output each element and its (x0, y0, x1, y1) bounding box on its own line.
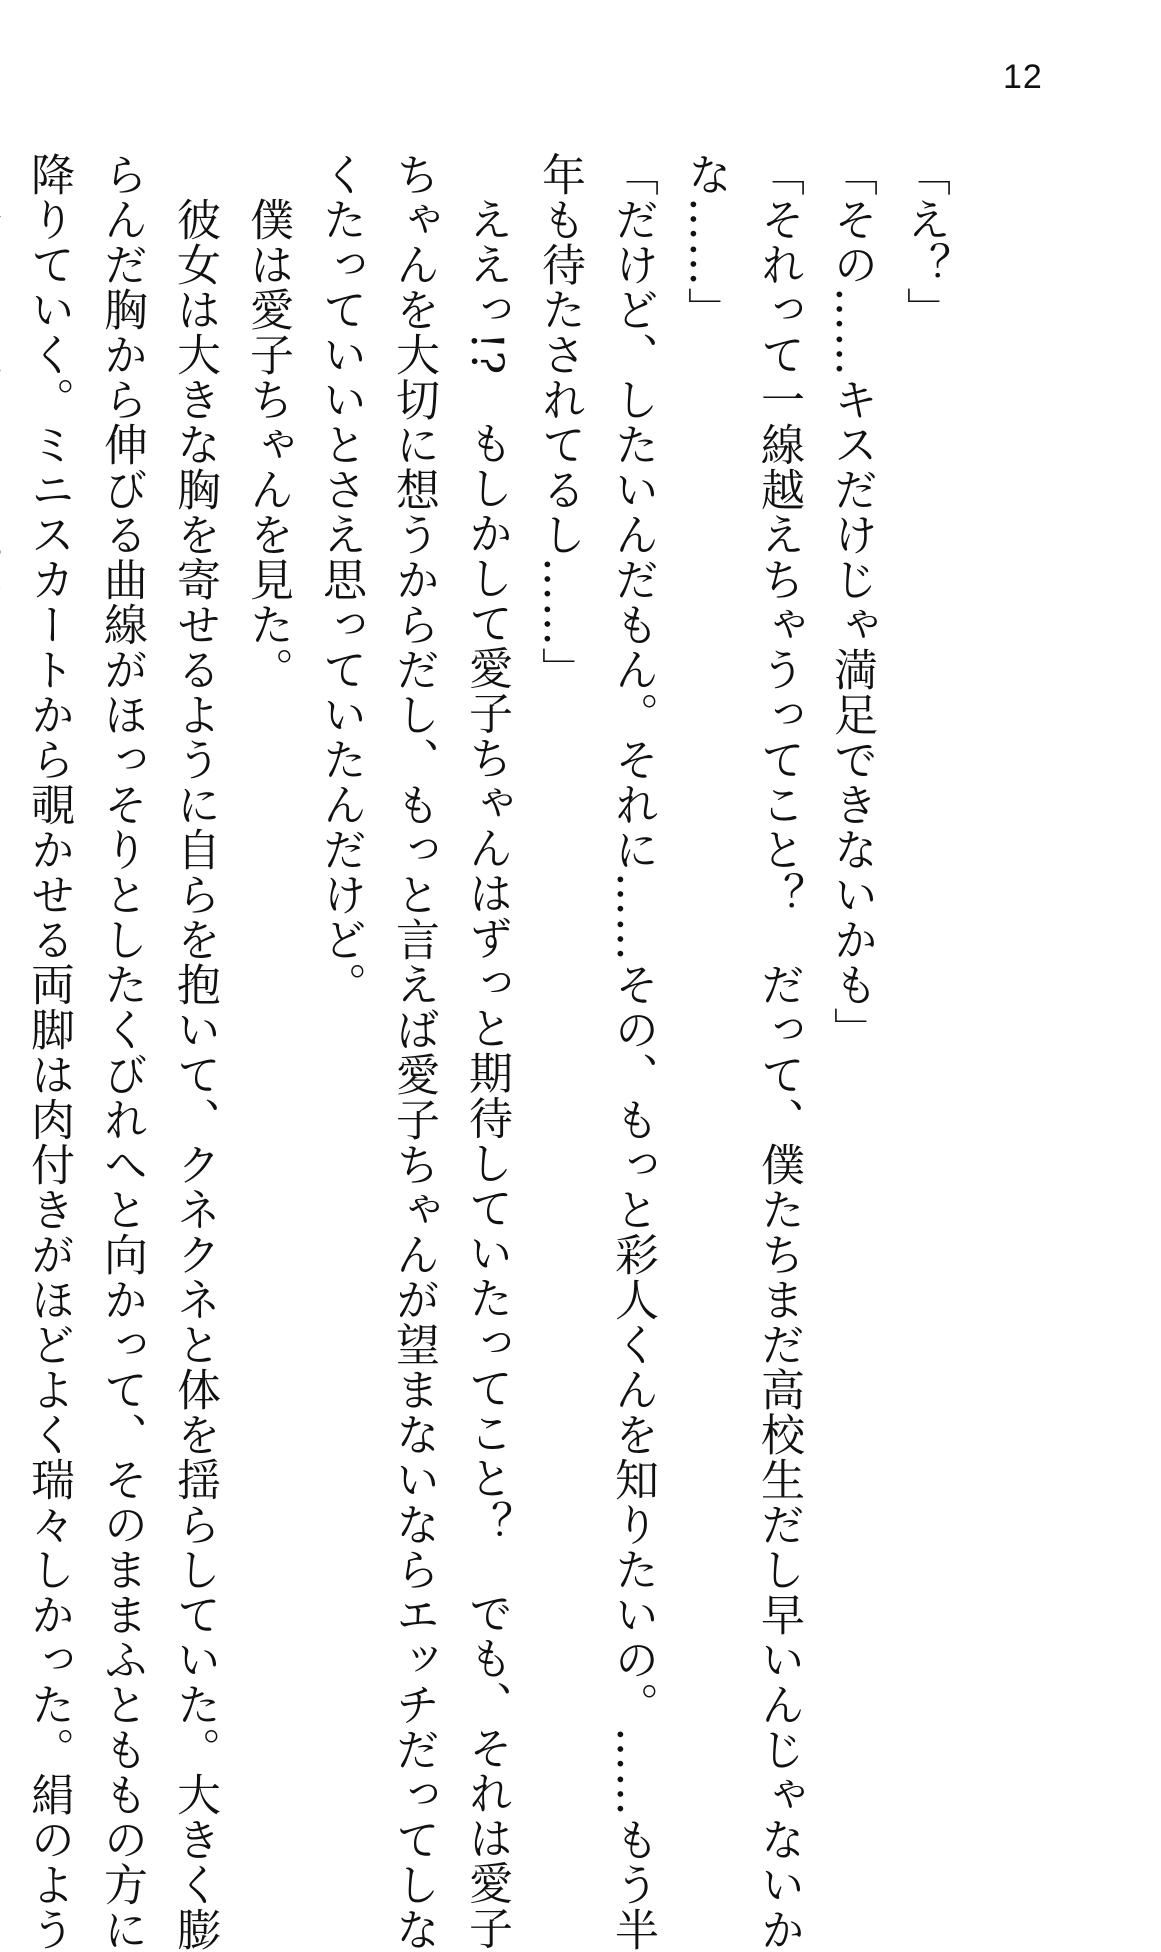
text-line: ええっ!? もしかして愛子ちゃんはずっと期待していたってこと？ でも、それは愛子 (461, 152, 512, 1951)
text-line: 彼女は大きな胸を寄せるように自らを抱いて、クネクネと体を揺らしていた。大きく膨 (169, 152, 220, 1952)
text-line: 年も待たされてるし……」 (534, 152, 585, 692)
text-line: 降りていく。ミニスカートから覗かせる両脚は肉付きがほどよく瑞々しかった。絹のよう (23, 152, 74, 1952)
text-line: くたっていいとさえ思っていたんだけど。 (315, 152, 366, 1007)
text-line: 「え？」 (899, 152, 950, 332)
text-line: な……」 (680, 152, 731, 332)
text-line: 「それって一線越えちゃうってこと？ だって、僕たちまだ高校生だし早いんじゃないか (753, 152, 804, 1952)
text-line: 「その……キスだけじゃ満足できないかも」 (826, 152, 877, 1052)
text-line: らんだ胸から伸びる曲線がほっそりとしたくびれへと向かって、そのままふとももの方に (96, 152, 147, 1952)
text-line: 僕は愛子ちゃんを見た。 (242, 152, 293, 692)
vertical-text-body (0, 152, 961, 1952)
text-line: 「だけど、したいんだもん。それに……その、もっと彩人くんを知りたいの。……もう半 (607, 152, 658, 1952)
text-line (0, 152, 12, 1622)
text-line: ちゃんを大切に想うからだし、もっと言えば愛子ちゃんが望まないならエッチだってしな (388, 152, 439, 1952)
page-number: 12 (1003, 58, 1043, 96)
